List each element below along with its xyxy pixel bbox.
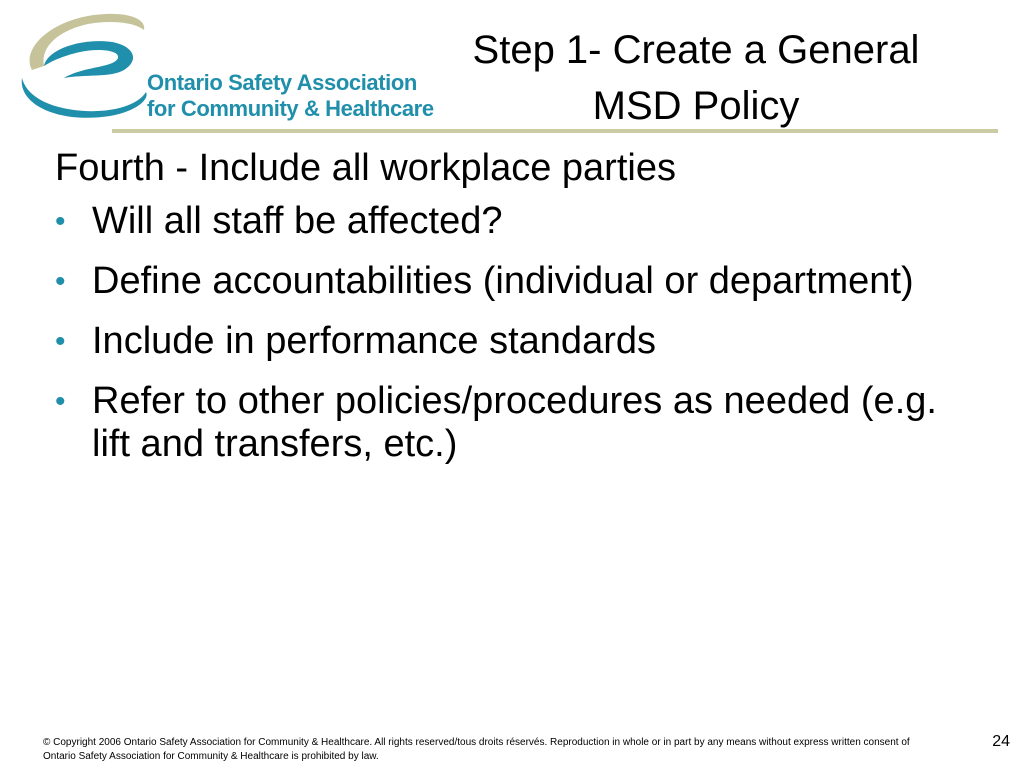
osach-logo <box>14 8 434 128</box>
title-divider <box>112 129 998 133</box>
slide-body <box>55 144 985 483</box>
logo-line-1: Ontario Safety Association <box>147 70 417 95</box>
copyright-footer: © Copyright 2006 Ontario Safety Association for Community & Healthcare. All rights reserved/tous droits réservés. Reproduction in whole or in part by any means without express written consent of Ontario Safety Association for Community & Healthcare is prohibited by law. <box>43 737 910 762</box>
bullet-list <box>55 200 985 466</box>
bullet-text: Include in performance standards <box>92 320 656 362</box>
lead-text: Fourth - Include all workplace parties <box>55 147 676 189</box>
bullet-item <box>55 260 985 303</box>
logo-line-2: for Community & Healthcare <box>147 96 434 121</box>
bullet-icon: • <box>55 265 66 298</box>
bullet-text: Will all staff be affected? <box>92 200 503 242</box>
bullet-item <box>55 200 985 243</box>
bullet-item <box>55 380 985 466</box>
logo-wordmark <box>147 70 434 122</box>
swirl-logo-icon <box>14 8 154 128</box>
bullet-icon: • <box>55 385 66 418</box>
bullet-text: Refer to other policies/procedures as needed (e.g. lift and transfers, etc.) <box>92 380 937 465</box>
page-number: 24 <box>992 733 1010 750</box>
bullet-icon: • <box>55 205 66 238</box>
title-line-2: MSD Policy <box>592 84 800 128</box>
bullet-item <box>55 320 985 363</box>
title-line-1: Step 1- Create a General <box>472 28 920 72</box>
slide-title <box>420 22 972 134</box>
bullet-icon: • <box>55 325 66 358</box>
bullet-text: Define accountabilities (individual or department) <box>92 260 914 302</box>
